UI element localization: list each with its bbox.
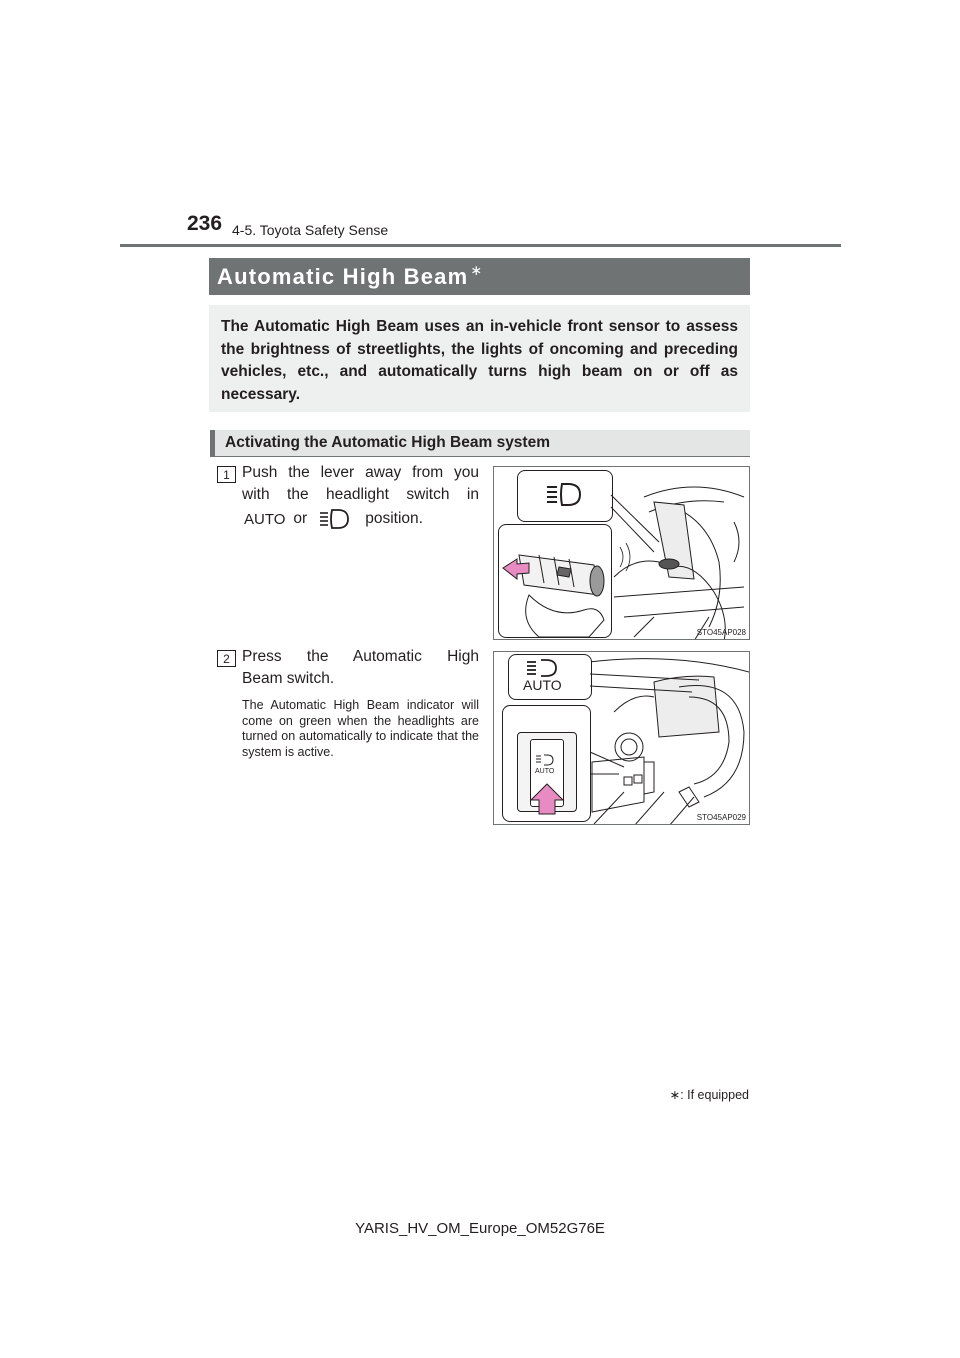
switch-auto-label: AUTO (535, 768, 555, 775)
position-text: position. (365, 510, 423, 527)
figure-2 (493, 651, 750, 825)
subheading: Activating the Automatic High Beam system (210, 430, 750, 457)
press-arrow-icon (527, 782, 567, 816)
auto-label: AUTO (523, 677, 562, 693)
footer-doc-id: YARIS_HV_OM_Europe_OM52G76E (355, 1220, 605, 1237)
footnote-text: : If equipped (680, 1088, 749, 1102)
footnote-asterisk: ∗ (669, 1088, 681, 1102)
step-2-line-1: Press the Automatic High (242, 648, 479, 665)
figure-code-1: STO45AP028 (696, 628, 746, 637)
step-2-text (242, 646, 479, 760)
step-1-line-3 (242, 508, 479, 530)
lever-closeup (498, 524, 612, 638)
page-number: 236 (187, 212, 223, 235)
switch-closeup (502, 705, 591, 822)
or-text: or (293, 510, 308, 527)
intro-text: The Automatic High Beam uses an in-vehicle front sensor to assess the brightness of streetlights, the lights of oncoming and preceding vehicles, etc., and automatically turns high beam on or off as necessary. (209, 305, 750, 412)
switch-beam-icon (534, 754, 558, 766)
step-1-text (242, 462, 479, 530)
hand-on-lever-icon (499, 525, 611, 637)
footnote (670, 1087, 749, 1102)
header-rule (120, 244, 841, 247)
step-1-line-1: Push the lever away from you (242, 464, 479, 481)
auto-icon: AUTO (244, 510, 286, 528)
title-asterisk: ∗ (470, 262, 484, 278)
page-title-text: Automatic High Beam (217, 263, 469, 289)
step-1-line-2: with the headlight switch in (242, 486, 479, 503)
page-title (209, 258, 750, 295)
figure-1 (493, 466, 750, 640)
headlight-icon (317, 508, 353, 530)
step-2-line-2: Beam switch. (242, 670, 335, 687)
step-number-1: 1 (217, 466, 236, 483)
section-label: 4-5. Toyota Safety Sense (232, 222, 389, 238)
step-2-note: The Automatic High Beam indicator will come on green when the headlights are turned on automatically to indicate that the system is active. (242, 698, 479, 759)
figure-code-2: STO45AP029 (696, 813, 746, 822)
step-number-2: 2 (217, 650, 236, 667)
